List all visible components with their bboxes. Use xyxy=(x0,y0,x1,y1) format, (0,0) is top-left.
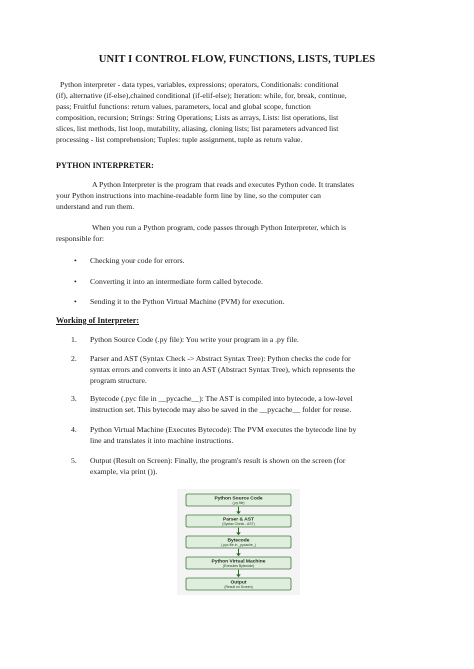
diagram-step-subtitle: (Syntax Check - AST) xyxy=(222,522,255,527)
step-line: Parser and AST (Syntax Check -> Abstract Syntax Tree): Python checks the code for xyxy=(90,354,351,363)
step-line: syntax errors and converts it into an AST (Abstract Syntax Tree), which represents the xyxy=(90,364,356,374)
step-line: instruction set. This bytecode may also be saved in the __pycache__ folder for reuse. xyxy=(90,404,352,414)
intro-line: Python interpreter - data types, variables, expressions; operators, Conditionals: conditional xyxy=(60,80,339,89)
intro-line: slices, list methods, list loop, mutability, aliasing, cloning lists; list parameters advanced list xyxy=(56,123,339,133)
syllabus-intro xyxy=(56,80,418,145)
step-text xyxy=(90,394,418,416)
step-line: Python Virtual Machine (Executes Bytecode): The PVM executes the bytecode line by xyxy=(90,425,357,434)
step-line: example, via print ()). xyxy=(90,466,158,476)
paragraph-line: understand and run them. xyxy=(56,201,135,211)
step-number: 2. xyxy=(71,354,77,363)
step-number: 4. xyxy=(71,425,77,434)
step-number: 3. xyxy=(71,394,77,403)
diagram-step-subtitle: (Result on Screen) xyxy=(224,585,253,590)
list-item-text: Sending it to the Python Virtual Machine (PVM) for execution. xyxy=(90,297,285,306)
step-line: Output (Result on Screen): Finally, the program's result is shown on the screen (for xyxy=(90,456,346,465)
diagram-step-title: Output xyxy=(230,580,247,586)
diagram-step-title: Parser & AST xyxy=(222,517,255,523)
diagram-step-subtitle: (.py file) xyxy=(232,501,245,506)
list-item-text: Converting it into an intermediate form called bytecode. xyxy=(90,277,263,286)
intro-line: pass; Fruitful functions: return values, parameters, local and global scope, function xyxy=(56,101,311,111)
diagram-step-subtitle: (Executes Bytecode) xyxy=(222,564,255,569)
step-line: line and translates it into machine instructions. xyxy=(90,435,234,445)
section-heading-working: Working of Interpreter: xyxy=(56,316,140,325)
intro-line: processing - list comprehension; Tuples: tuple assignment, tuple as return value. xyxy=(56,134,303,144)
list-item-text: Checking your code for errors. xyxy=(90,256,185,265)
step-text xyxy=(90,354,418,387)
step-text xyxy=(90,456,418,478)
paragraph-line: your Python instructions into machine-readable form line by line, so the computer can xyxy=(56,190,321,200)
paragraph-line xyxy=(56,180,418,191)
paragraph-run-program xyxy=(56,223,418,245)
bullet-icon: • xyxy=(74,256,77,265)
step-line: Bytecode (.pyc file in __pycache__): The AST is compiled into bytecode, a low-level xyxy=(90,394,353,403)
interpreter-flow-diagram xyxy=(177,489,300,595)
page-title: UNIT I CONTROL FLOW, FUNCTIONS, LISTS, TUPLES xyxy=(98,54,376,65)
bullet-icon: • xyxy=(74,277,77,286)
paragraph-text: A Python Interpreter is the program that reads and executes Python code. It translates xyxy=(92,180,355,189)
diagram-step-title: Bytecode xyxy=(227,538,250,544)
section-heading-interpreter: PYTHON INTERPRETER: xyxy=(56,161,154,170)
paragraph-text: When you run a Python program, code passes through Python Interpreter, which is xyxy=(92,223,347,232)
step-text xyxy=(90,425,418,447)
step-text xyxy=(90,335,418,346)
paragraph-line xyxy=(56,223,418,234)
diagram-step-subtitle: (.pyc file in _pycache_) xyxy=(221,543,256,548)
step-line: program structure. xyxy=(90,375,147,385)
step-number: 5. xyxy=(71,456,77,465)
step-number: 1. xyxy=(71,335,77,344)
intro-line: (if), alternative (if-else),chained conditional (if-elif-else); Iteration: while, for, break, continue, xyxy=(56,90,347,100)
diagram-step-title: Python Source Code xyxy=(214,496,263,502)
step-line: Python Source Code (.py file): You write your program in a .py file. xyxy=(90,335,299,344)
diagram-step-title: Python Virtual Machine xyxy=(211,559,266,565)
intro-line: composition, recursion; Strings: String Operations; Lists as arrays, Lists: list operations, list xyxy=(56,112,339,122)
bullet-icon: • xyxy=(74,297,77,306)
paragraph-interpreter-definition xyxy=(56,180,418,213)
paragraph-line: responsible for: xyxy=(56,233,105,243)
